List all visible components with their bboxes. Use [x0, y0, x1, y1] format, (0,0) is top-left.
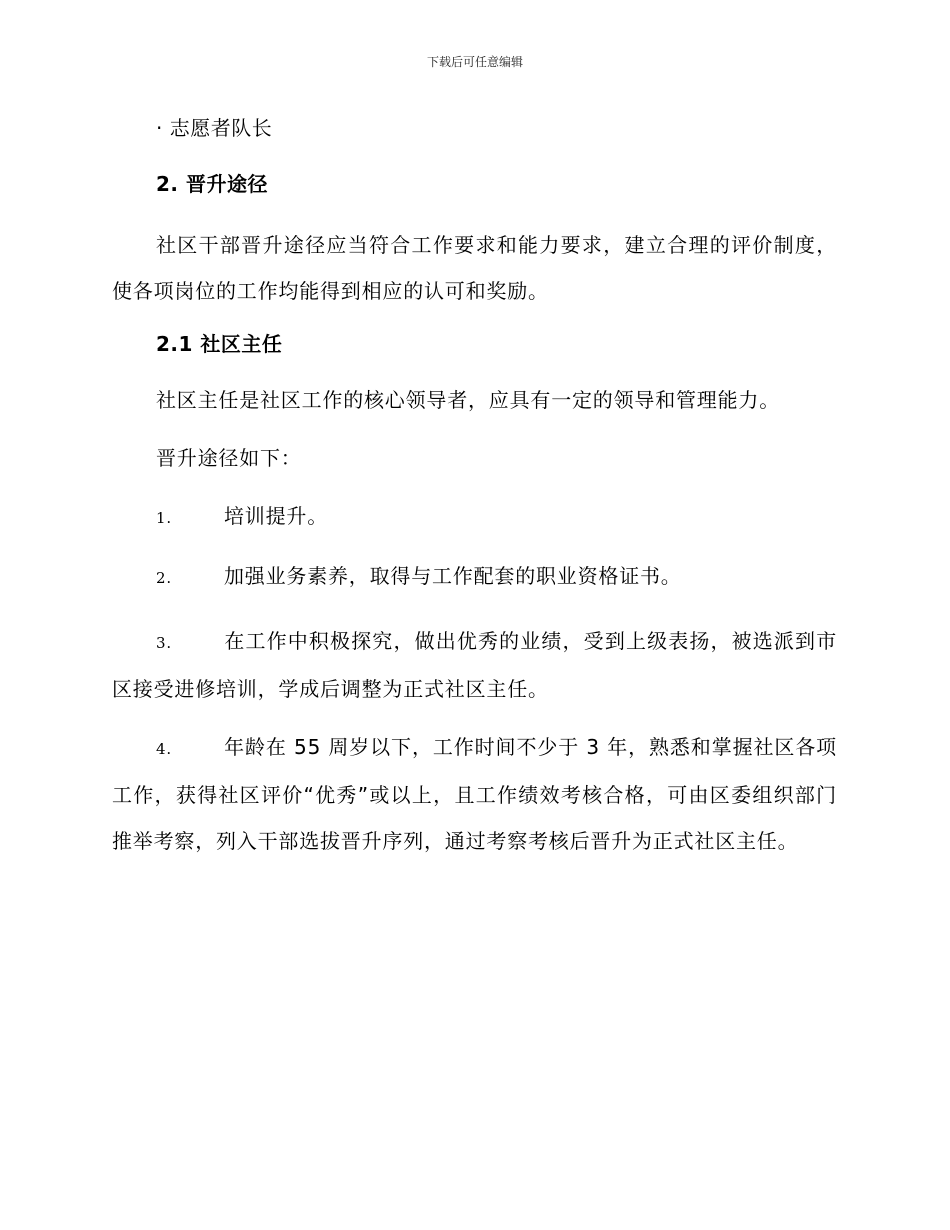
list-item-number: 4. — [156, 740, 172, 758]
section-intro-paragraph: 社区干部晋升途径应当符合工作要求和能力要求，建立合理的评价制度，使各项岗位的工作均能得到相应的认可和奖励。 — [112, 233, 837, 303]
list-item-number: 1. — [156, 509, 172, 527]
page-header: 下载后可任意编辑 — [426, 55, 523, 69]
list-item — [112, 498, 837, 536]
subsection-heading: 2.1 社区主任 — [156, 332, 283, 356]
subsection-intro-paragraph: 社区主任是社区工作的核心领导者，应具有一定的领导和管理能力。 — [156, 388, 780, 412]
list-intro-paragraph: 晋升途径如下： — [156, 446, 302, 470]
document-body — [112, 110, 837, 876]
list-item-text: 在工作中积极探究，做出优秀的业绩，受到上级表扬，被选派到市区接受进修培训，学成后调整为正式社区主任。 — [112, 629, 837, 701]
bullet-item: · 志愿者队长 — [156, 116, 273, 140]
list-item — [112, 558, 837, 596]
list-item-number: 3. — [156, 634, 172, 652]
list-item-text: 加强业务素养，取得与工作配套的职业资格证书。 — [224, 564, 682, 588]
list-item-text: 培训提升。 — [224, 504, 328, 528]
section-heading: 2. 晋升途径 — [156, 172, 268, 196]
list-item-text: 年龄在 55 周岁以下，工作时间不少于 3 年，熟悉和掌握社区各项工作，获得社区评价“优秀”或以上，且工作绩效考核合格，可由区委组织部门推举考察，列入干部选拔晋升序列，通过考察考核后晋升为正式社区主任。 — [112, 735, 837, 853]
list-item — [112, 724, 837, 864]
list-item-number: 2. — [156, 569, 172, 587]
list-item — [112, 618, 837, 712]
